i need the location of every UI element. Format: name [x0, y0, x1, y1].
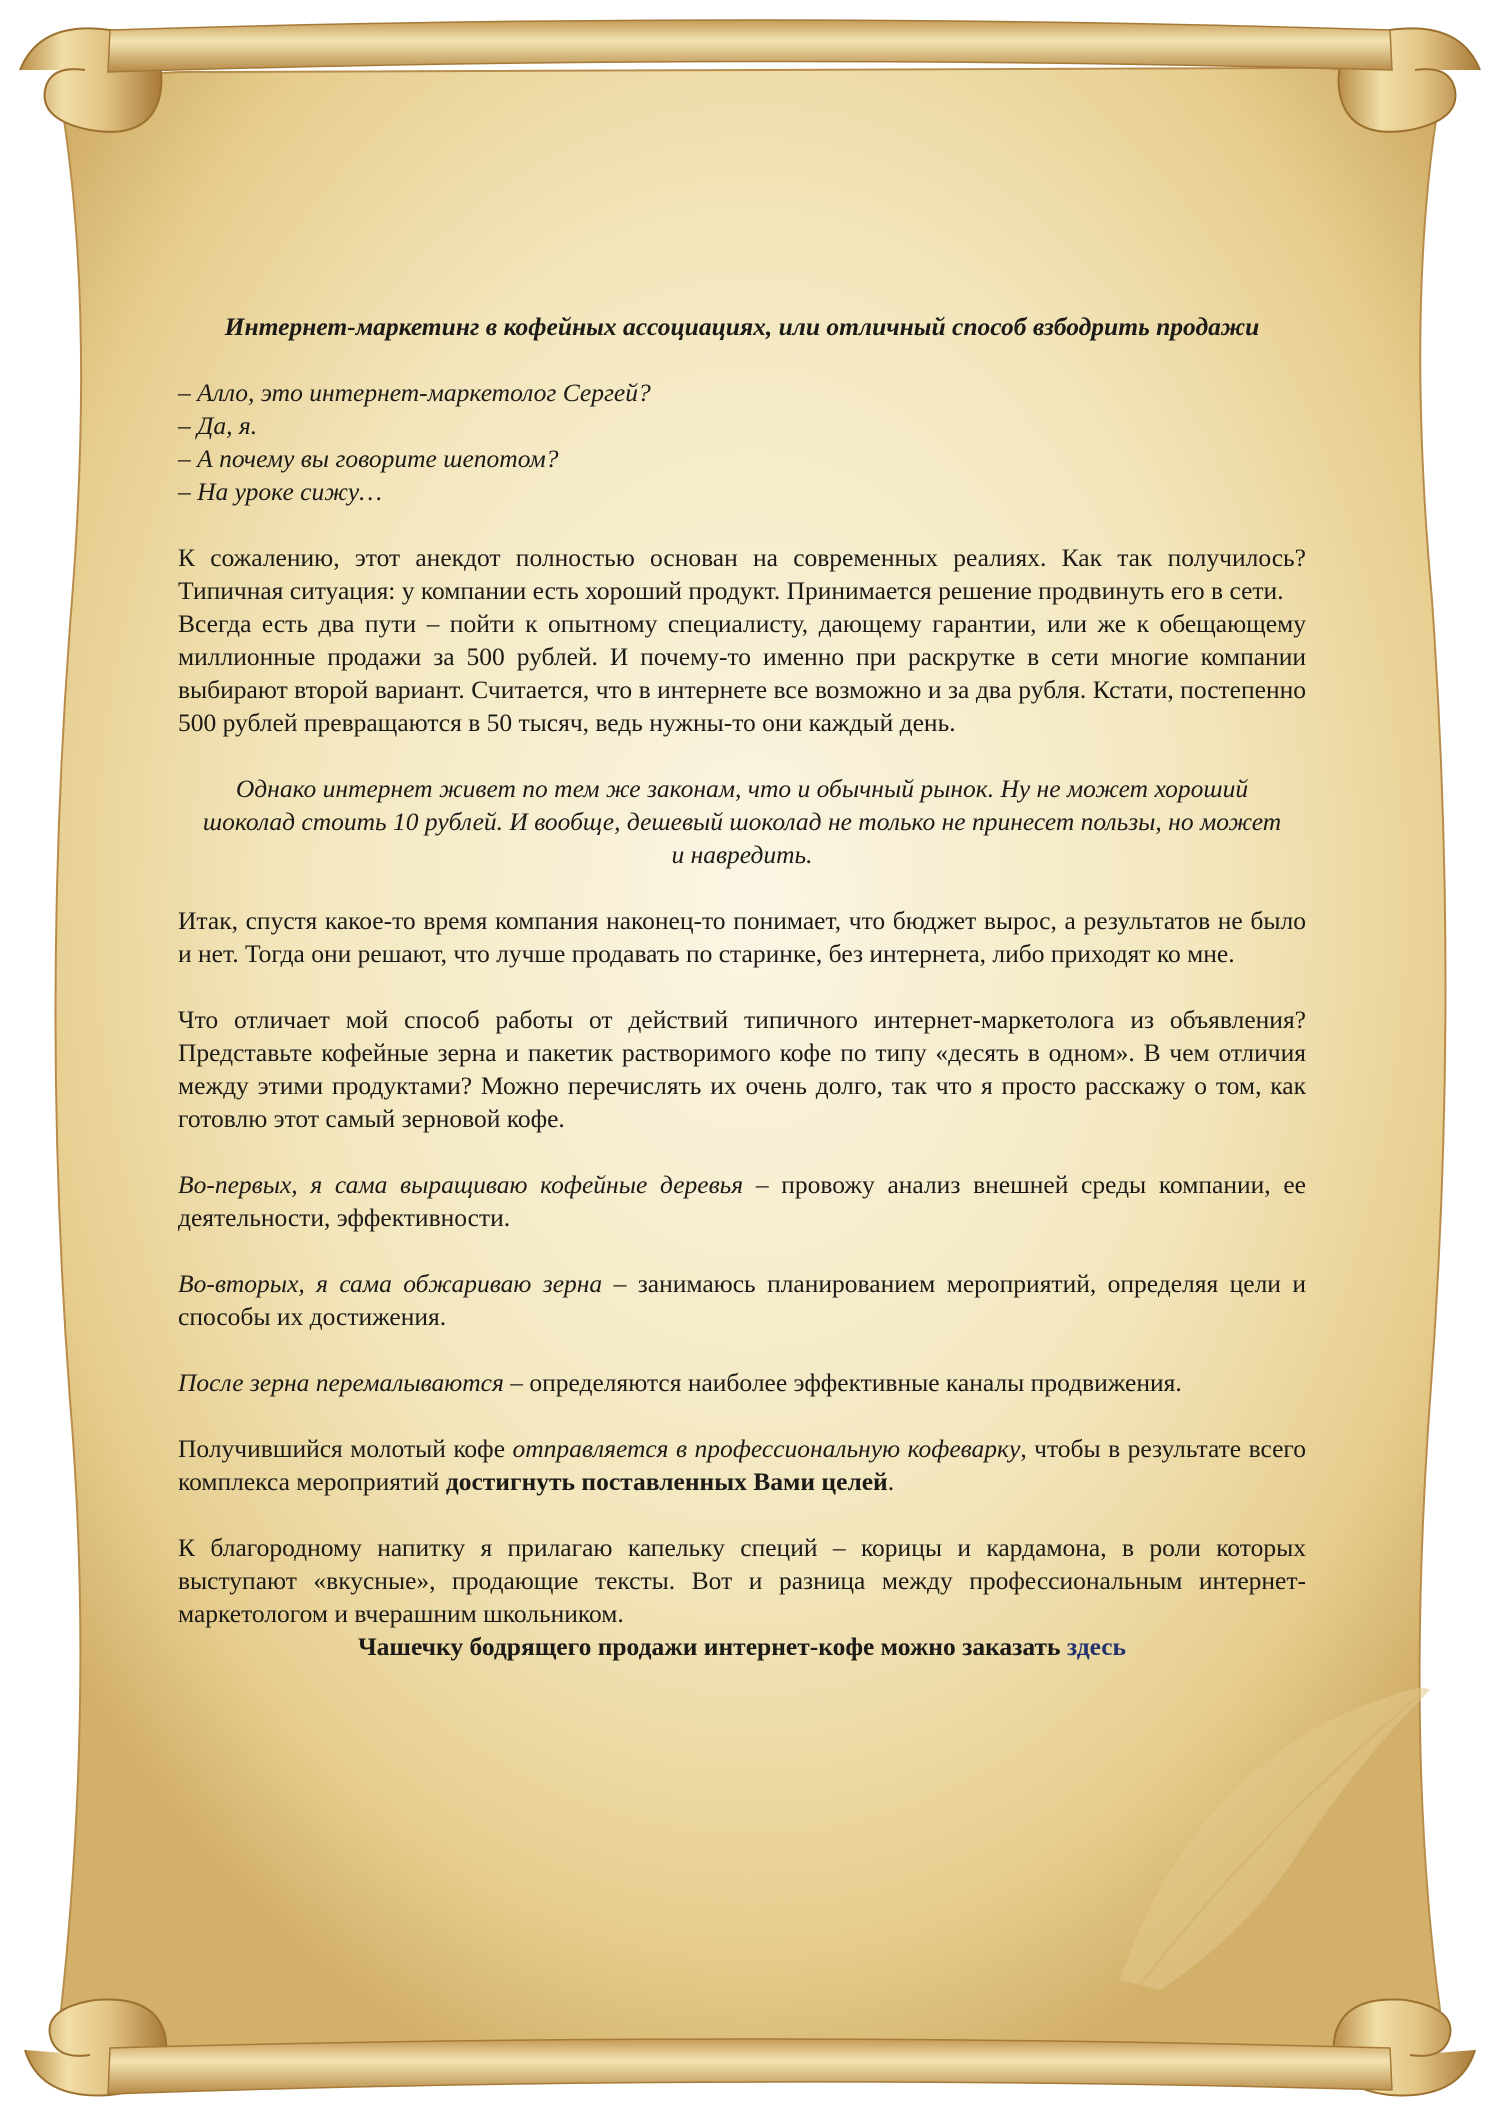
paragraph-step-4 — [178, 1432, 1306, 1498]
italic-quote: Однако интернет живет по тем же законам, что и обычный рынок. Ну не может хороший шоколад стоить 10 рублей. И вообще, дешевый шоколад не только не принесет пользы, но может и навредить. — [202, 774, 1282, 869]
step-2-text: – занимаюсь планированием мероприятий, определяя цели и способы их достижения. — [178, 1269, 1306, 1331]
step-4-end: . — [887, 1467, 895, 1496]
order-text: Чашечку бодрящего продажи интернет-кофе можно заказать — [357, 1632, 1067, 1661]
dialog-line: – А почему вы говорите шепотом? — [178, 444, 559, 473]
paragraph-two-paths: Всегда есть два пути – пойти к опытному специалисту, дающему гарантии, или же к обещающему миллионные продажи за 500 рублей. И почему-то именно при раскрутке в сети многие компании выбирают второй вариант. Считается, что в интернете все возможно и за два рубля. Кстати, постепенно 500 рублей превращаются в 50 тысяч, ведь нужны-то они каждый день. — [178, 609, 1306, 737]
dialog-line: – На уроке сижу… — [178, 477, 382, 506]
paragraph-step-3 — [178, 1366, 1306, 1399]
step-4-prefix: Получившийся молотый кофе — [178, 1434, 513, 1463]
order-call-to-action — [178, 1630, 1306, 1663]
joke-dialog — [178, 376, 1306, 508]
step-1-emphasis: Во-первых, я сама выращиваю кофейные деревья — [178, 1170, 744, 1199]
paragraph-budget: Итак, спустя какое-то время компания наконец-то понимает, что бюджет вырос, а результатов не было и нет. Тогда они решают, что лучше продавать по старинке, без интернета, либо приходят ко мне. — [178, 906, 1306, 968]
dialog-line: – Да, я. — [178, 411, 258, 440]
paragraph-spices: К благородному напитку я прилагаю капельку специй – корицы и кардамона, в роли которых выступают «вкусные», продающие тексты. Вот и разница между профессиональным интернет-маркетологом и вчерашним школьником. — [178, 1533, 1306, 1628]
step-3-text: – определяются наиболее эффективные каналы продвижения. — [503, 1368, 1182, 1397]
step-4-emphasis: отправляется в профессиональную кофеварку — [512, 1434, 1021, 1463]
paragraph-step-2 — [178, 1267, 1306, 1333]
step-3-emphasis: После зерна перемалываются — [178, 1368, 504, 1397]
dialog-line: – Алло, это интернет-маркетолог Сергей? — [178, 378, 651, 407]
document-title: Интернет-маркетинг в кофейных ассоциациях, или отличный способ взбодрить продажи — [224, 312, 1260, 341]
paragraph-method: Что отличает мой способ работы от действий типичного интернет-маркетолога из объявления? Представьте кофейные зерна и пакетик растворимого кофе по типу «десять в одном». В чем отличия между этими продуктами? Можно перечислять их очень долго, так что я просто расскажу о том, как готовлю этот самый зерновой кофе. — [178, 1005, 1306, 1133]
step-2-emphasis: Во-вторых, я сама обжариваю зерна — [178, 1269, 603, 1298]
step-4-goal: достигнуть поставленных Вами целей — [445, 1467, 888, 1496]
step-4-middle: , чтобы в результате всего комплекса мероприятий — [178, 1434, 1306, 1496]
paragraph-step-1 — [178, 1168, 1306, 1234]
paragraph-intro: К сожалению, этот анекдот полностью основан на современных реалиях. Как так получилось? Типичная ситуация: у компании есть хороший продукт. Принимается решение продвинуть его в сети. — [178, 543, 1306, 605]
document-body — [178, 310, 1306, 1663]
order-link[interactable]: здесь — [1066, 1632, 1127, 1661]
step-1-text: – провожу анализ внешней среды компании, ее деятельности, эффективности. — [178, 1170, 1306, 1232]
